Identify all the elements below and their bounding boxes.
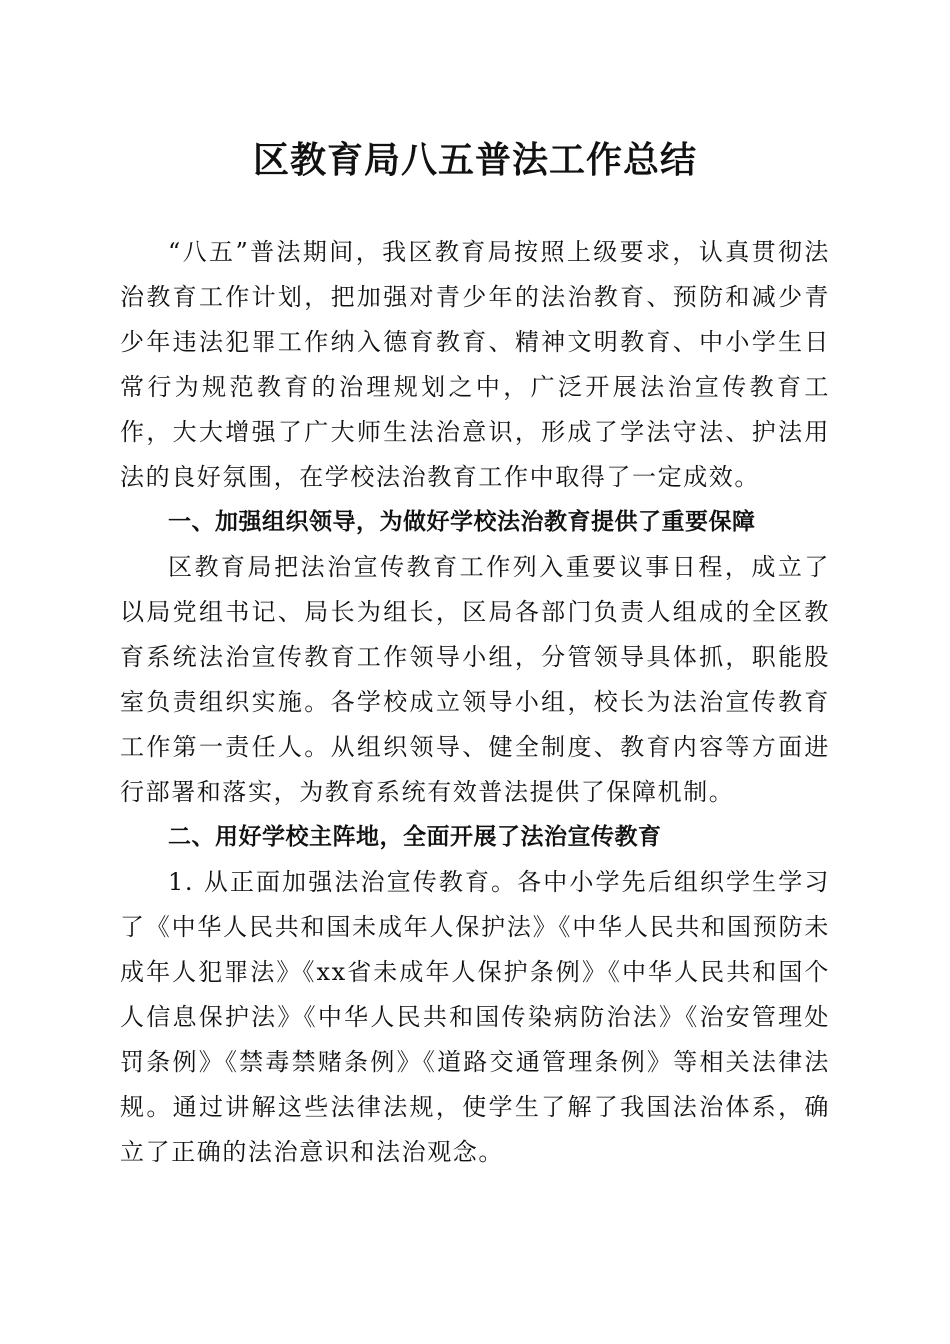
- section-heading-1: 一、加强组织领导，为做好学校法治教育提供了重要保障: [168, 509, 756, 535]
- document-title: 区教育局八五普法工作总结: [252, 139, 697, 181]
- section-paragraph-2: 1. 从正面加强法治宣传教育。各中小学先后组织学生学习了《中华人民共和国未成年人保护法》《中华人民共和国预防未成年人犯罪法》《xx省未成年人保护条例》《中华人民共和国个人信息保护法》《中华人民共和国传染病防治法》《治安管理处罚条例》《禁毒禁赌条例》《道路交通管理条例》等相关法律法规。通过讲解这些法律法规，使学生了解了我国法治体系，确立了正确的法治意识和法治观念。: [120, 868, 830, 1166]
- section-paragraph-1: 区教育局把法治宣传教育工作列入重要议事日程，成立了以局党组书记、局长为组长，区局各部门负责人组成的全区教育系统法治宣传教育工作领导小组，分管领导具体抓，职能股室负责组织实施。各学校成立领导小组，校长为法治宣传教育工作第一责任人。从组织领导、健全制度、教育内容等方面进行部署和落实，为教育系统有效普法提供了保障机制。: [120, 553, 830, 806]
- intro-paragraph: “八五”普法期间，我区教育局按照上级要求，认真贯彻法治教育工作计划，把加强对青少年的法治教育、预防和减少青少年违法犯罪工作纳入德育教育、精神文明教育、中小学生日常行为规范教育的治理规划之中，广泛开展法治宣传教育工作，大大增强了广大师生法治意识，形成了学法守法、护法用法的良好氛围，在学校法治教育工作中取得了一定成效。: [120, 238, 830, 491]
- document-page: [120, 0, 830, 1344]
- document-body: [120, 230, 830, 1175]
- section-heading-2: 二、用好学校主阵地，全面开展了法治宣传教育: [168, 824, 662, 850]
